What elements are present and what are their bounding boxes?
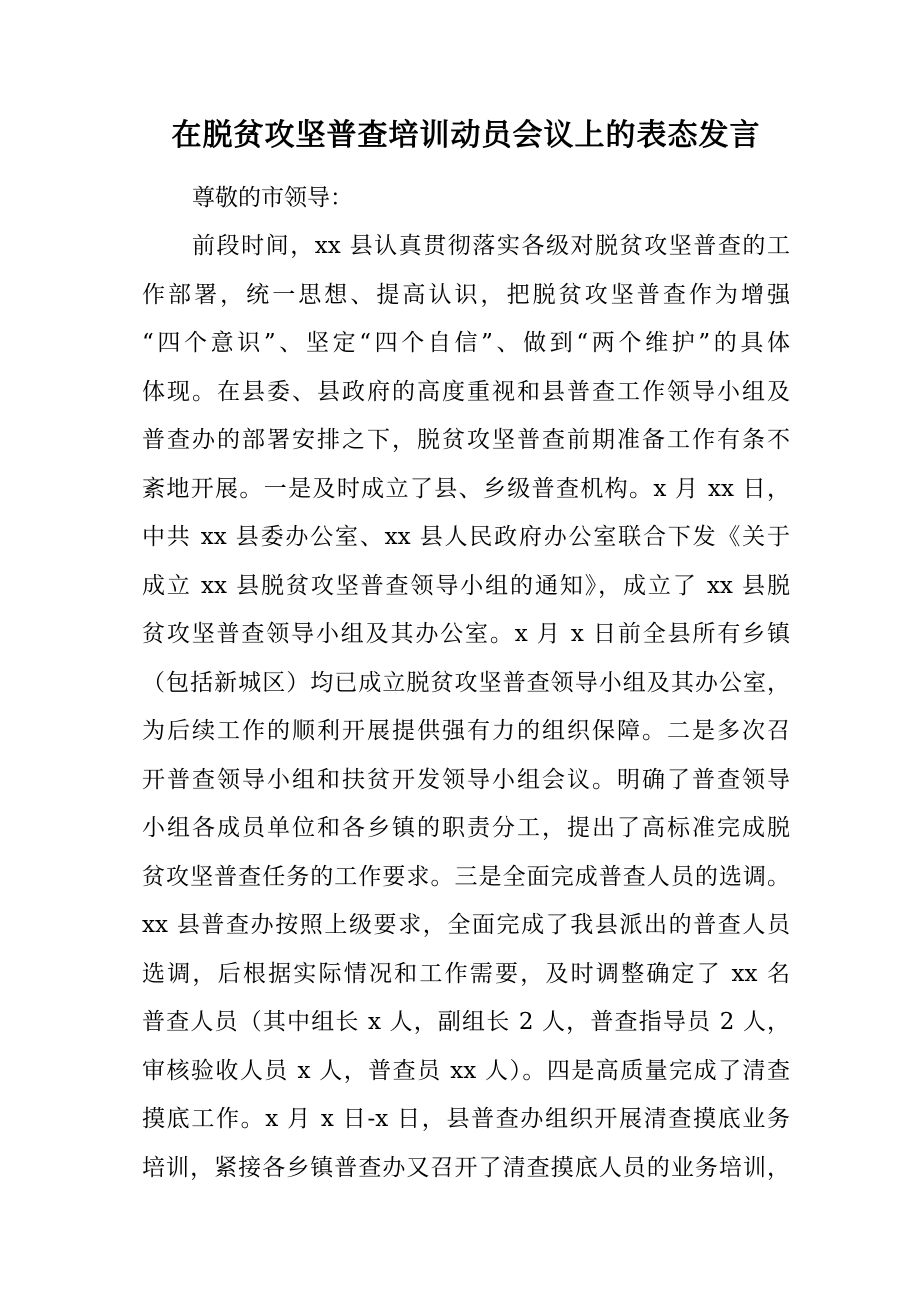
body-line: （包括新城区）均已成立脱贫攻坚普查领导小组及其办公室， [142, 669, 790, 696]
body-line: 普查办的部署安排之下，脱贫攻坚普查前期准备工作有条不 [142, 427, 790, 453]
body-line: 作部署，统一思想、提高认识，把脱贫攻坚普查作为增强 [142, 281, 790, 308]
body-line: 为后续工作的顺利开展提供强有力的组织保障。二是多次召 [142, 718, 790, 744]
body-line: “四个意识”、坚定“四个自信”、做到“两个维护”的具体 [142, 330, 790, 356]
body-line: 前段时间，xx 县认真贯彻落实各级对脱贫攻坚普查的工 [192, 233, 790, 259]
body-line: 紊地开展。一是及时成立了县、乡级普查机构。x 月 xx 日， [142, 475, 790, 502]
body-line: 贫攻坚普查领导小组及其办公室。x 月 x 日前全县所有乡镇 [142, 621, 790, 647]
body-line: 中共 xx 县委办公室、xx 县人民政府办公室联合下发《关于 [142, 524, 790, 550]
body-line: 体现。在县委、县政府的高度重视和县普查工作领导小组及 [142, 378, 790, 405]
body-line: 摸底工作。x 月 x 日-x 日，县普查办组织开展清查摸底业务 [142, 1106, 790, 1132]
body-line: xx 县普查办按照上级要求，全面完成了我县派出的普查人员 [142, 912, 790, 938]
body-line: 培训，紧接各乡镇普查办又召开了清查摸底人员的业务培训， [142, 1154, 790, 1181]
body-line: 普查人员（其中组长 x 人，副组长 2 人，普查指导员 2 人， [142, 1009, 790, 1035]
body-line: 选调，后根据实际情况和工作需要，及时调整确定了 xx 名 [142, 960, 790, 987]
salutation: 尊敬的市领导： [192, 185, 353, 211]
body-line: 小组各成员单位和各乡镇的职责分工，提出了高标准完成脱 [142, 815, 790, 841]
body-line: 成立 xx 县脱贫攻坚普查领导小组的通知》，成立了 xx 县脱 [142, 572, 790, 599]
body-line: 开普查领导小组和扶贫开发领导小组会议。明确了普查领导 [142, 766, 790, 793]
body-line: 贫攻坚普查任务的工作要求。三是全面完成普查人员的选调。 [142, 863, 790, 890]
document-title: 在脱贫攻坚普查培训动员会议上的表态发言 [171, 118, 761, 153]
body-line: 审核验收人员 x 人，普查员 xx 人）。四是高质量完成了清查 [142, 1057, 790, 1084]
body-paragraph [142, 222, 790, 1192]
